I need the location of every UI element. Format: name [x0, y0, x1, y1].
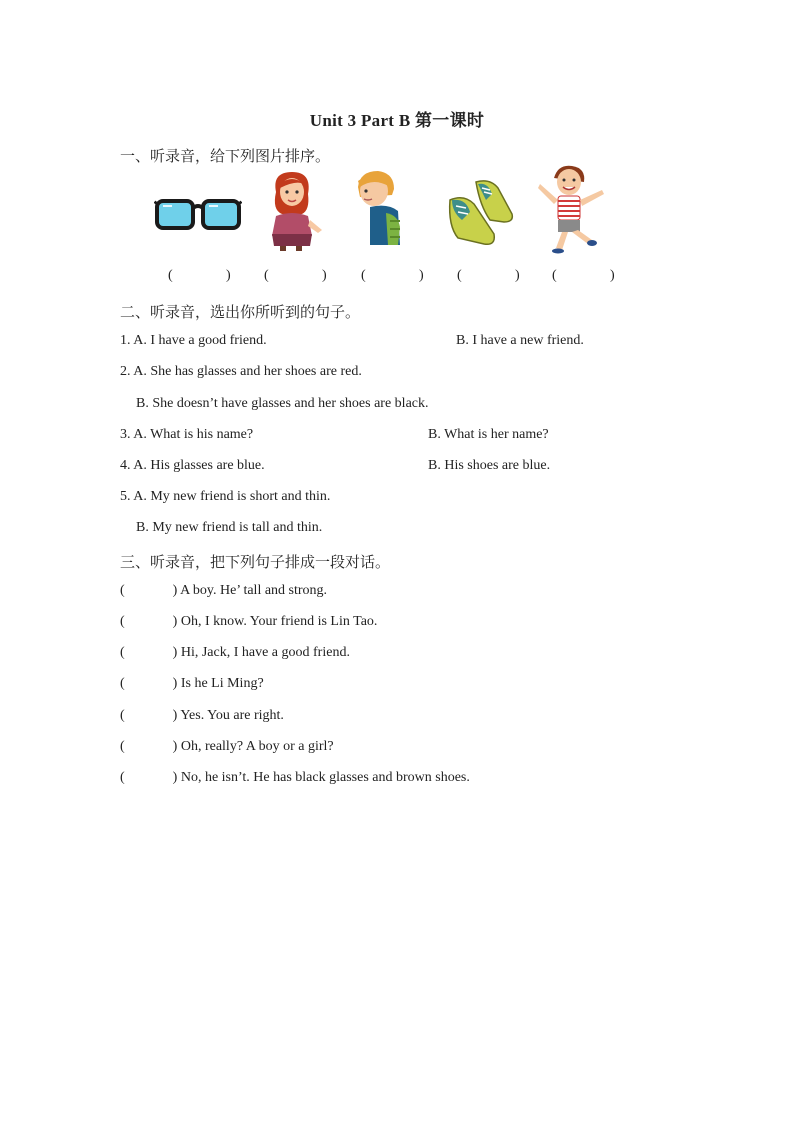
close-paren: ) — [172, 583, 178, 598]
open-paren: ( — [120, 583, 125, 598]
close-paren: ) — [226, 268, 231, 283]
open-paren: ( — [120, 739, 125, 754]
close-paren: ) — [515, 268, 520, 283]
close-paren: ) — [172, 739, 178, 754]
open-paren: ( — [120, 676, 125, 691]
dialogue-text: Hi, Jack, I have a good friend. — [180, 645, 350, 660]
q3-option-b[interactable]: B. What is her name? — [428, 427, 549, 442]
q5-option-a[interactable]: 5. A. My new friend is short and thin. — [120, 489, 331, 504]
shoes-icon — [446, 176, 514, 248]
open-paren: ( — [457, 268, 462, 283]
page-title: Unit 3 Part B 第一课时 — [309, 111, 485, 130]
dialogue-line[interactable] — [120, 708, 284, 724]
q5-option-b[interactable]: B. My new friend is tall and thin. — [136, 520, 323, 535]
boy-dancing-icon — [536, 164, 608, 254]
q1-option-a[interactable]: 1. A. I have a good friend. — [120, 333, 267, 348]
q1-option-b[interactable]: B. I have a new friend. — [456, 333, 584, 348]
close-paren: ) — [322, 268, 327, 283]
dialogue-text: Is he Li Ming? — [180, 676, 264, 691]
dialogue-line[interactable] — [120, 770, 470, 786]
open-paren: ( — [264, 268, 269, 283]
dialogue-line[interactable] — [120, 645, 350, 661]
close-paren: ) — [172, 770, 178, 785]
dialogue-line[interactable] — [120, 614, 377, 630]
open-paren: ( — [552, 268, 557, 283]
q3-option-a[interactable]: 3. A. What is his name? — [120, 427, 254, 442]
open-paren: ( — [120, 614, 125, 629]
section-1-heading: 一、听录音，给下列图片排序。 — [120, 149, 331, 165]
dialogue-text: Yes. You are right. — [180, 708, 284, 723]
open-paren: ( — [120, 645, 125, 660]
close-paren: ) — [419, 268, 424, 283]
dialogue-line[interactable] — [120, 739, 334, 755]
glasses-icon — [154, 196, 242, 234]
q4-option-a[interactable]: 4. A. His glasses are blue. — [120, 458, 265, 473]
open-paren: ( — [120, 708, 125, 723]
close-paren: ) — [172, 676, 178, 691]
q2-option-a[interactable]: 2. A. She has glasses and her shoes are red. — [120, 364, 362, 379]
girl-icon — [266, 170, 326, 252]
dialogue-text: Oh, really? A boy or a girl? — [180, 739, 334, 754]
open-paren: ( — [168, 268, 173, 283]
dialogue-line[interactable] — [120, 583, 327, 599]
dialogue-text: A boy. He’ tall and strong. — [180, 583, 328, 598]
dialogue-text: No, he isn’t. He has black glasses and brown shoes. — [180, 770, 470, 785]
dialogue-text: Oh, I know. Your friend is Lin Tao. — [180, 614, 378, 629]
close-paren: ) — [610, 268, 615, 283]
close-paren: ) — [172, 645, 178, 660]
open-paren: ( — [120, 770, 125, 785]
q2-option-b[interactable]: B. She doesn’t have glasses and her shoes are black. — [136, 396, 429, 411]
open-paren: ( — [361, 268, 366, 283]
dialogue-line[interactable] — [120, 676, 264, 692]
section-2-heading: 二、听录音，选出你所听到的句子。 — [120, 305, 361, 321]
close-paren: ) — [172, 708, 178, 723]
boy-side-icon — [350, 167, 406, 249]
q4-option-b[interactable]: B. His shoes are blue. — [428, 458, 551, 473]
section-3-heading: 三、听录音，把下列句子排成一段对话。 — [120, 555, 391, 571]
close-paren: ) — [172, 614, 178, 629]
